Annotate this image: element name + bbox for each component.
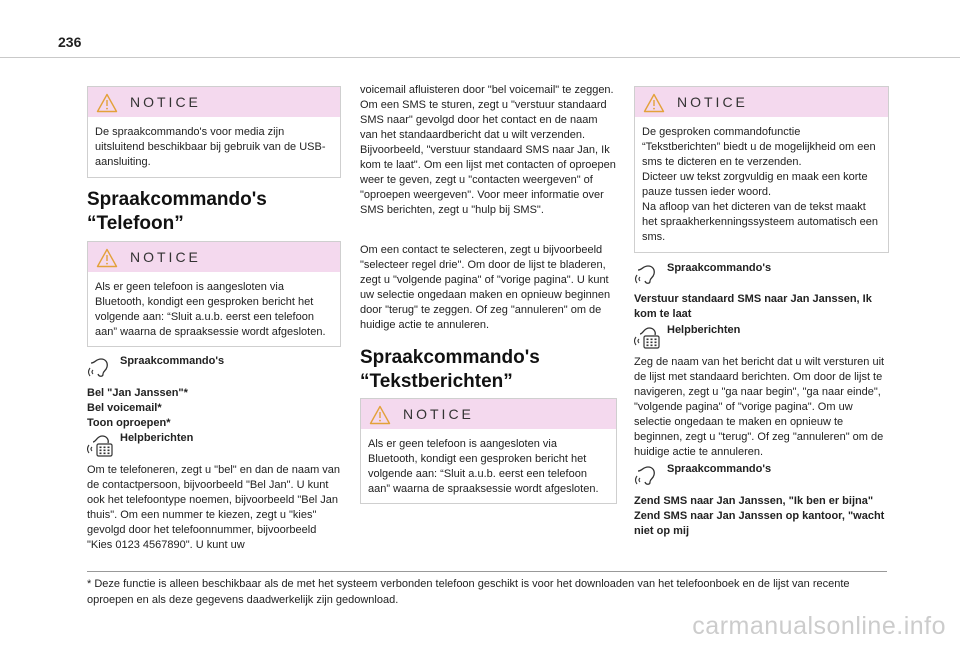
- voice-commands-label: [634, 463, 884, 487]
- warning-icon: [369, 405, 391, 425]
- voice-command-icon: [634, 262, 662, 286]
- command-list: [87, 386, 339, 431]
- notice-title: NOTICE: [677, 94, 748, 110]
- notice-header: [88, 87, 340, 117]
- page-number: 236: [58, 34, 82, 50]
- help-paragraph: Zeg de naam van het bericht dat u wilt versturen uit de lijst met standaard berichten. Om door de lijst te navigeren, zegt u "ga naar begin", "ga naar einde", "volgende pagina" of "vorige pagina". Om uw selectie ongedaan te maken en opnieuw te beginnen, zegt u "terug". Of zeg "annuleren" om de huidige actie te annuleren.: [634, 356, 885, 458]
- footnote-divider: [87, 571, 887, 572]
- notice-title: NOTICE: [130, 94, 201, 110]
- notice-box-no-phone-sms: [360, 398, 617, 504]
- voice-command-icon: [87, 355, 115, 379]
- footnote: * Deze functie is alleen beschikbaar als de met het systeem verbonden telefoon geschikt is voor het downloaden van het telefoonboek en de lijst van recente oproepen en als deze gegevens daadwerkelijk zijn gedownload.: [87, 578, 850, 606]
- section-heading-tekstberichten: [360, 346, 620, 394]
- notice-text: [635, 117, 888, 245]
- command-line: Zend SMS naar Jan Janssen op kantoor, "wacht niet op mij: [634, 510, 885, 537]
- notice-paragraph: De gesproken commandofunctie “Tekstberichten” biedt u de mogelijkheid om een sms te dicteren en te verzenden.: [642, 126, 876, 168]
- warning-icon: [96, 248, 118, 268]
- notice-header: [88, 242, 340, 272]
- heading-line: “Tekstberichten”: [360, 371, 513, 392]
- notice-box-no-phone: [87, 241, 341, 347]
- label-text: Spraakcommando's: [667, 262, 772, 274]
- notice-box-dictation: [634, 86, 889, 253]
- notice-header: [361, 399, 616, 429]
- label-text: Spraakcommando's: [667, 463, 772, 475]
- watermark: carmanualsonline.info: [692, 612, 946, 640]
- voice-commands-label: [634, 262, 884, 286]
- notice-header: [635, 87, 888, 117]
- help-messages-label: [87, 432, 337, 458]
- notice-text: De spraakcommando's voor media zijn uitsluitend beschikbaar bij gebruik van de USB-aansluiting.: [95, 126, 326, 168]
- notice-paragraph: Na afloop van het dicteren van de tekst maakt het spraakherkenningssysteem automatisch een sms.: [642, 201, 879, 243]
- help-message-icon: [87, 432, 115, 458]
- body-paragraph: Om een contact te selecteren, zegt u bijvoorbeeld "selecteer regel drie". Om door de lijst te bladeren, zegt u "volgende pagina" of "vorige pagina". U kunt uw selectie ongedaan maken en opnieuw beginnen door "terug" te zeggen. Of zeg "annuleren" om de huidige actie te annuleren.: [360, 244, 611, 331]
- notice-title: NOTICE: [130, 249, 201, 265]
- voice-commands-label: [87, 355, 337, 379]
- notice-text: Als er geen telefoon is aangesloten via Bluetooth, kondigt een gesproken bericht het volgende aan: “Sluit a.u.b. eerst een telefoon aan” waarna de spraaksessie wordt afgesloten.: [368, 438, 599, 495]
- body-paragraph: voicemail afluisteren door "bel voicemail" te zeggen. Om een SMS te sturen, zegt u "verstuur standaard SMS naar" gevolgd door het contact en de naam van het standaardbericht dat u wilt verzenden. Bijvoorbeeld, "verstuur standaard SMS naar Jan, Ik kom te laat". Om een lijst met contacten of oproepen weer te geven, zegt u "contacten weergeven" of "oproepen weergeven". Voor meer informatie over SMS berichten, zegt u "hulp bij SMS".: [360, 84, 616, 216]
- command-list: [634, 494, 892, 539]
- command-line: Bel "Jan Janssen"*: [87, 387, 188, 399]
- command-line: Verstuur standaard SMS naar Jan Janssen, Ik kom te laat: [634, 293, 872, 320]
- help-message-icon: [634, 324, 662, 350]
- voice-command-icon: [634, 463, 662, 487]
- label-text: Helpberichten: [667, 324, 741, 336]
- help-paragraph: Om te telefoneren, zegt u "bel" en dan de naam van de contactpersoon, bijvoorbeeld "Bel Jan". U kunt ook het telefoontype noemen, bijvoorbeeld "Bel Jan thuis". Om een nummer te kiezen, zegt u "kies" gevolgd door het telefoonnummer, bijvoorbeeld "Kies 0123 4567890". U kunt uw: [87, 464, 341, 551]
- command-line: Bel voicemail*: [87, 402, 162, 414]
- command-line: Zend SMS naar Jan Janssen, "Ik ben er bijna": [634, 495, 874, 507]
- label-text: Helpberichten: [120, 432, 194, 444]
- notice-text: Als er geen telefoon is aangesloten via Bluetooth, kondigt een gesproken bericht het volgende aan: “Sluit a.u.b. eerst een telefoon aan” waarna de spraaksessie wordt afgesloten.: [95, 281, 326, 338]
- section-heading-telefoon: [87, 188, 347, 236]
- heading-line: “Telefoon”: [87, 213, 184, 234]
- heading-line: Spraakcommando's: [87, 189, 267, 210]
- notice-paragraph: Dicteer uw tekst zorgvuldig en maak een korte pauze tussen ieder woord.: [642, 171, 868, 198]
- warning-icon: [643, 93, 665, 113]
- command-line: Toon oproepen*: [87, 417, 171, 429]
- warning-icon: [96, 93, 118, 113]
- help-messages-label: [634, 324, 884, 350]
- notice-box-media: [87, 86, 341, 178]
- top-divider: [0, 57, 960, 58]
- label-text: Spraakcommando's: [120, 355, 225, 367]
- heading-line: Spraakcommando's: [360, 347, 540, 368]
- notice-title: NOTICE: [403, 406, 474, 422]
